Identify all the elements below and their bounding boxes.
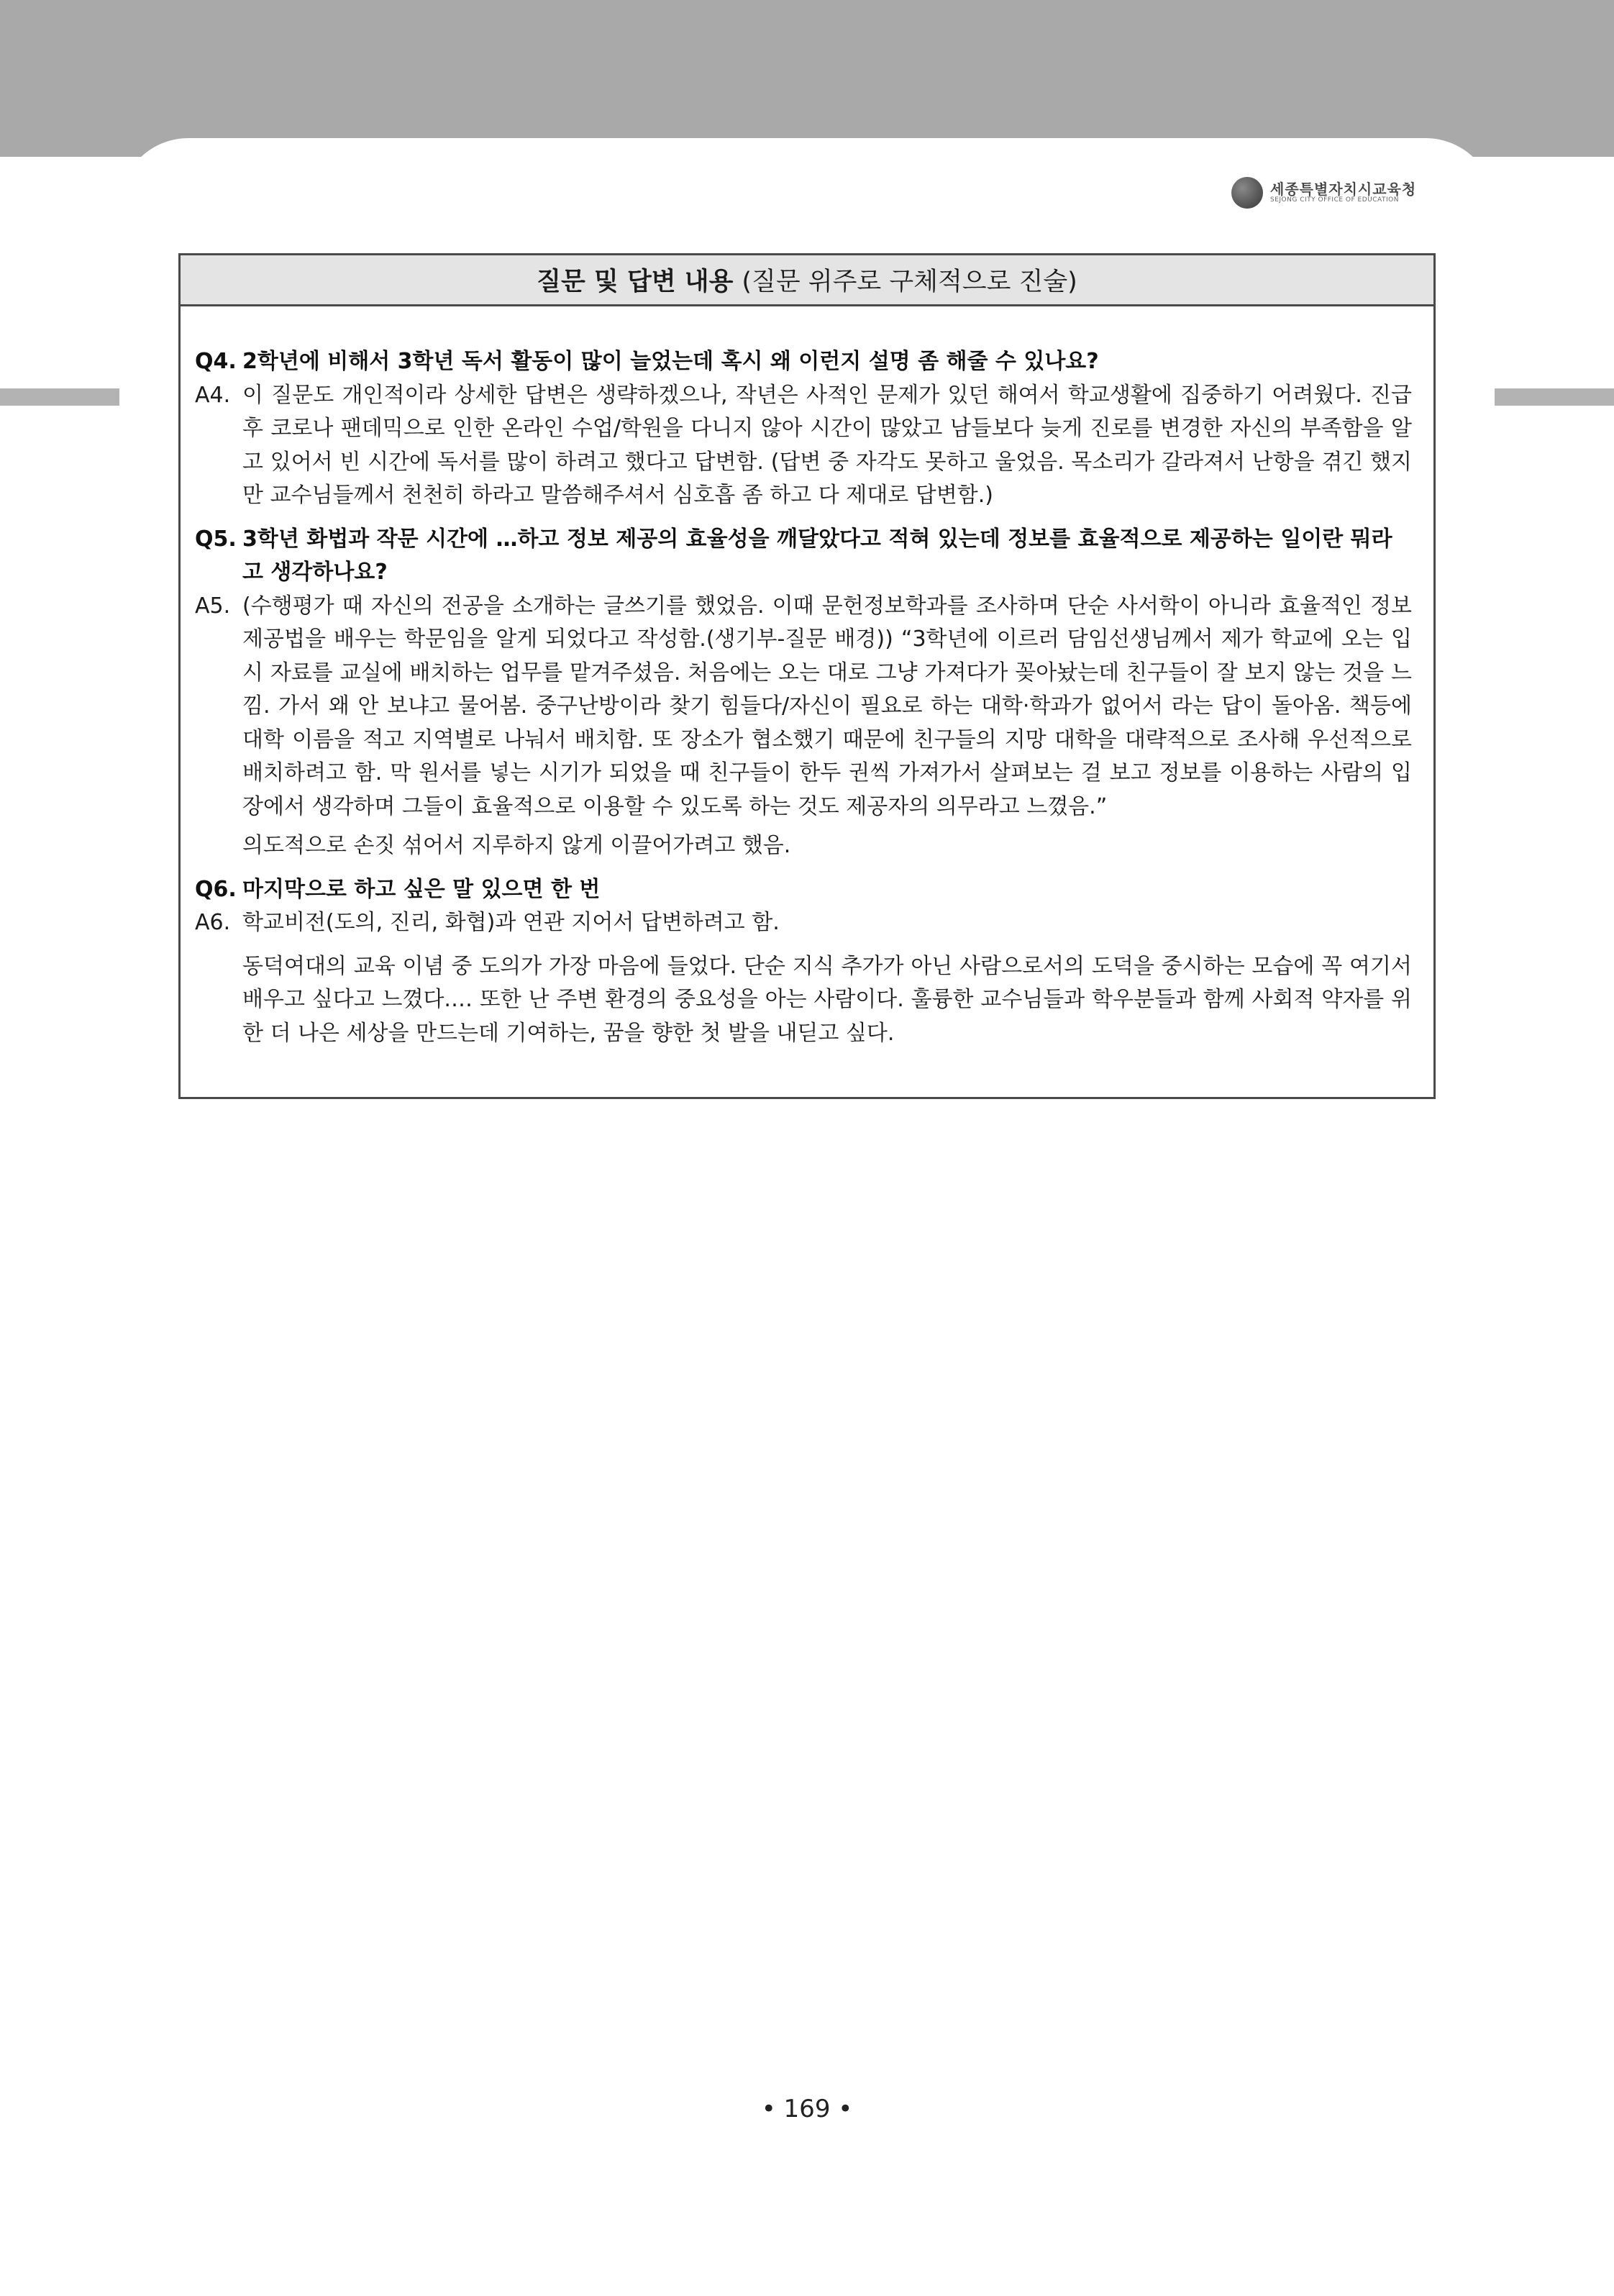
answer [195, 379, 1412, 513]
header-title: 질문 및 답변 내용 [537, 268, 734, 296]
table-header [181, 255, 1433, 306]
answer-text: (수행평가 때 자신의 전공을 소개하는 글쓰기를 했었음. 이때 문헌정보학과를 조사하며 단순 사서학이 아니라 효율적인 정보제공법을 배우는 학문임을 알게 되었다고 작성함.(생기부-질문 배경)) “3학년에 이르러 담임선생님께서 제가 학교에 오는 입시 자료를 교실에 배치하는 업무를 맡겨주셨음. 처음에는 오는 대로 그냥 가져다가 꽂아놨는데 친구들이 잘 보지 않는 것을 느낌. 가서 왜 안 보냐고 물어봄. 중구난방이라 찾기 힘들다/자신이 필요로 하는 대학·학과가 없어서 라는 답이 돌아옴. 책등에 대학 이름을 적고 지역별로 나눠서 배치함. 또 장소가 협소했기 때문에 친구들의 지망 대학을 대략적으로 조사해 우선적으로 배치하려고 함. 막 원서를 넣는 시기가 되었을 때 친구들이 한두 권씩 가져가서 살펴보는 걸 보고 정보를 이용하는 사람의 입장에서 생각하며 그들이 효율적으로 이용할 수 있도록 하는 것도 제공자의 의무라고 느꼈음.” [242, 593, 1412, 819]
answer [195, 590, 1412, 824]
logo-korean: 세종특별자치시교육청 [1270, 180, 1417, 198]
emblem-icon [1231, 177, 1263, 209]
question [195, 345, 1412, 379]
answer-tag: A6. [195, 910, 231, 935]
question [195, 523, 1412, 590]
answer-text: 이 질문도 개인적이라 상세한 답변은 생략하겠으나, 작년은 사적인 문제가 있던 해여서 학교생활에 집중하기 어려웠다. 진급 후 코로나 팬데믹으로 인한 온라인 수업/학원을 다니지 않아 시간이 많았고 남들보다 늦게 진로를 변경한 자신의 부족함을 알고 있어서 빈 시간에 독서를 많이 하려고 했다고 답변함. (답변 중 자각도 못하고 울었음. 목소리가 갈라져서 난항을 겪긴 했지만 교수님들께서 천천히 하라고 말씀해주셔서 심호흡 좀 하고 다 제대로 답변함.) [242, 382, 1412, 508]
answer [195, 906, 1412, 940]
qa-item-q6 [195, 873, 1412, 1051]
question [195, 873, 1412, 907]
question-text: 마지막으로 하고 싶은 말 있으면 한 번 [242, 876, 601, 902]
question-tag: Q4. [195, 349, 237, 374]
qa-item-q4 [195, 345, 1412, 513]
table-body [181, 306, 1433, 1050]
sejong-education-logo [1231, 176, 1462, 210]
answer-tag: A5. [195, 593, 231, 619]
answer-paragraph: 동덕여대의 교육 이념 중 도의가 가장 마음에 들었다. 단순 지식 추가가 아닌 사람으로서의 도덕을 중시하는 모습에 꼭 여기서 배우고 싶다고 느꼈다.… 또한 난 주변 환경의 중요성을 아는 사람이다. 훌륭한 교수님들과 학우분들과 함께 사회적 약자를 위한 더 나은 세상을 만드는데 기여하는, 꿈을 향한 첫 발을 내딛고 싶다. [242, 953, 1412, 1046]
question-tag: Q6. [195, 876, 237, 902]
logo-english: SEJONG CITY OFFICE OF EDUCATION [1270, 196, 1399, 204]
header-subtitle: (질문 위주로 구체적으로 진술) [742, 268, 1077, 296]
right-divider-stripe [1492, 388, 1614, 406]
question-text: 3학년 화법과 작문 시간에 …하고 정보 제공의 효율성을 깨달았다고 적혀 있는데 정보를 효율적으로 제공하는 일이란 뭐라고 생각하나요? [242, 526, 1392, 585]
question-tag: Q5. [195, 526, 237, 552]
qa-table [178, 253, 1436, 1099]
page-number: • 169 • [761, 2095, 853, 2123]
qa-item-q5 [195, 523, 1412, 863]
top-gray-band [0, 0, 1614, 157]
logo-text [1270, 182, 1416, 204]
answer-note: 의도적으로 손짓 섞어서 지루하지 않게 이끌어가려고 했음. [242, 833, 791, 858]
answer-tag: A4. [195, 382, 231, 408]
question-text: 2학년에 비해서 3학년 독서 활동이 많이 늘었는데 혹시 왜 이런지 설명 좀 해줄 수 있나요? [242, 349, 1099, 374]
answer-text: 학교비전(도의, 진리, 화협)과 연관 지어서 답변하려고 함. [242, 910, 780, 935]
left-divider-stripe [0, 388, 122, 406]
